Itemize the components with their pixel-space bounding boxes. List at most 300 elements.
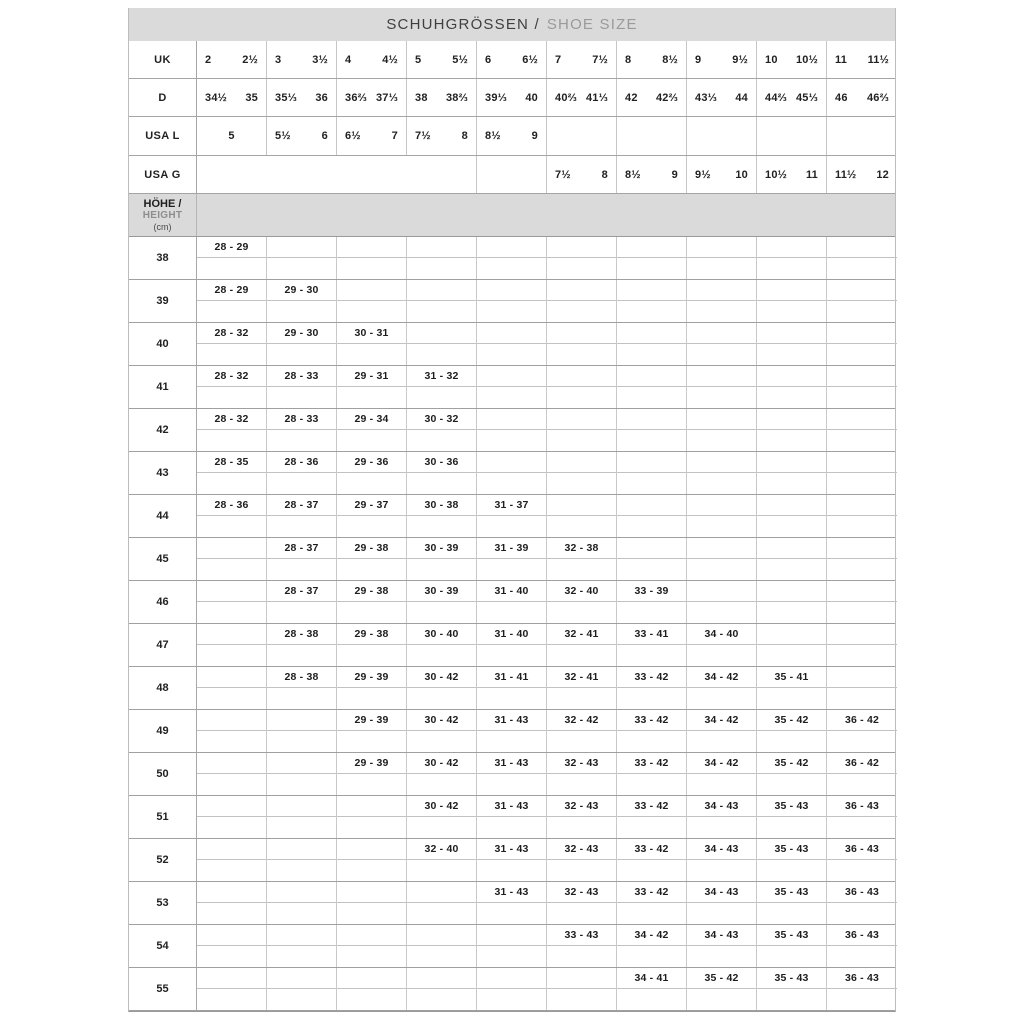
size-range-value: 32 - 43 [564, 800, 599, 812]
size-range-cell-top [197, 581, 266, 602]
size-range-cell [267, 237, 337, 279]
size-range-cell [617, 280, 687, 322]
size-range-value: 36 - 43 [844, 886, 880, 898]
size-range-cell-bottom [547, 473, 616, 494]
size-range-cell-bottom [547, 860, 616, 881]
height-cell [129, 581, 197, 623]
size-range-cell-bottom [617, 731, 686, 752]
uk-size-pair-left: 8 [625, 53, 632, 66]
size-range-cell-bottom [757, 989, 826, 1010]
height-cell [129, 796, 197, 838]
size-range-cell-top [757, 581, 826, 602]
size-range-value: 30 - 32 [424, 413, 459, 425]
size-range-cell [267, 968, 337, 1010]
size-range-cell-top [617, 581, 686, 602]
usa-l-size-cell [617, 117, 687, 155]
size-range-cell-bottom [197, 989, 266, 1010]
size-range-cell-bottom [197, 430, 266, 451]
size-range-cell [407, 882, 477, 924]
size-range-cell-top [757, 409, 826, 430]
size-range-cell [757, 624, 827, 666]
size-range-cell [617, 839, 687, 881]
size-range-cell [617, 452, 687, 494]
size-range-value: 33 - 42 [634, 714, 669, 726]
size-range-cell-top [547, 925, 616, 946]
size-range-value: 35 - 43 [774, 843, 809, 855]
size-range-cell [477, 366, 547, 408]
size-range-cell-top [197, 925, 266, 946]
size-range-cell-bottom [827, 430, 897, 451]
usa-l-size-cell [267, 117, 337, 155]
size-range-cell-top [267, 968, 336, 989]
size-range-cell-bottom [687, 860, 756, 881]
table-row [129, 237, 895, 280]
german-row-label: D [129, 79, 197, 116]
size-range-cell-bottom [547, 602, 616, 623]
size-range-cell-bottom [267, 731, 336, 752]
size-range-cell-bottom [407, 473, 476, 494]
size-range-cell-bottom [407, 559, 476, 580]
size-range-cell-top [197, 667, 266, 688]
size-range-cell-bottom [267, 645, 336, 666]
table-row [129, 753, 895, 796]
size-range-value: 32 - 43 [564, 886, 599, 898]
size-range-value: 29 - 31 [354, 370, 389, 382]
size-range-cell-top [617, 753, 686, 774]
size-range-cell-bottom [687, 602, 756, 623]
size-range-cell [337, 538, 407, 580]
size-range-cell-top [547, 323, 616, 344]
uk-size-pair [827, 41, 897, 78]
size-range-value: 31 - 32 [424, 370, 459, 382]
size-range-cell-top [827, 796, 897, 817]
uk-size-pair-right: 8½ [662, 53, 678, 66]
size-range-cell-bottom [687, 473, 756, 494]
size-range-cell-bottom [687, 645, 756, 666]
size-range-cell-top [757, 667, 826, 688]
size-range-cell [197, 366, 267, 408]
size-range-cell-bottom [827, 774, 897, 795]
size-range-cell [267, 796, 337, 838]
size-range-cell-bottom [337, 559, 406, 580]
usa-l-size-right: 8 [461, 130, 468, 142]
size-range-value: 33 - 42 [634, 757, 669, 769]
size-range-cell-bottom [757, 688, 826, 709]
size-range-cell [547, 710, 617, 752]
size-range-cell-bottom [407, 817, 476, 838]
size-range-cell-bottom [337, 430, 406, 451]
size-range-cell-bottom [617, 344, 686, 365]
size-range-cell-top [757, 925, 826, 946]
table-row [129, 323, 895, 366]
size-range-cell [477, 581, 547, 623]
size-range-cell-bottom [687, 258, 756, 279]
size-range-cell-top [827, 839, 897, 860]
size-range-value: 30 - 39 [424, 542, 459, 554]
height-value: 38 [156, 252, 169, 264]
size-range-cell-top [687, 925, 756, 946]
size-range-value: 28 - 33 [284, 370, 319, 382]
size-range-cell-bottom [477, 817, 546, 838]
height-cell [129, 452, 197, 494]
size-range-cell-bottom [267, 430, 336, 451]
height-value: 42 [156, 424, 169, 436]
size-range-cell [267, 753, 337, 795]
size-range-cell-top [477, 710, 546, 731]
size-range-cell-bottom [617, 860, 686, 881]
table-row [129, 968, 895, 1011]
size-range-cell [827, 667, 897, 709]
size-range-cell [757, 882, 827, 924]
size-range-cell-top [477, 409, 546, 430]
size-range-value: 36 - 43 [844, 800, 880, 812]
size-range-cell-top [267, 796, 336, 817]
height-value: 39 [156, 295, 169, 307]
size-range-cell [687, 710, 757, 752]
size-range-cell [407, 796, 477, 838]
size-range-cell [827, 280, 897, 322]
size-range-cell-bottom [827, 645, 897, 666]
usa-g-size-pair [687, 156, 757, 193]
size-range-cell-top [197, 237, 266, 258]
german-size-pair-right: 41⅓ [585, 91, 608, 104]
size-range-cell-top [617, 409, 686, 430]
size-range-cell-top [337, 839, 406, 860]
size-range-cell-top [267, 710, 336, 731]
size-range-cell-top [337, 538, 406, 559]
size-range-cell [407, 538, 477, 580]
size-range-value: 31 - 43 [494, 843, 529, 855]
size-range-cell [477, 409, 547, 451]
size-range-cell-top [197, 452, 266, 473]
size-range-cell-bottom [687, 301, 756, 322]
size-range-cell-top [617, 237, 686, 258]
german-size-pair [267, 79, 337, 116]
size-range-cell-bottom [827, 688, 897, 709]
size-range-cell-top [337, 667, 406, 688]
size-range-value: 33 - 41 [634, 628, 669, 640]
size-range-cell-bottom [337, 817, 406, 838]
height-value: 50 [156, 768, 169, 780]
size-range-value: 34 - 43 [704, 929, 739, 941]
size-range-cell-top [547, 968, 616, 989]
size-range-value: 31 - 40 [494, 585, 529, 597]
size-range-cell-bottom [197, 860, 266, 881]
size-range-cell-bottom [407, 344, 476, 365]
size-range-cell [267, 624, 337, 666]
uk-size-values [197, 41, 897, 78]
size-range-cell-bottom [477, 731, 546, 752]
size-range-cell-bottom [757, 344, 826, 365]
size-range-value: 28 - 37 [284, 542, 319, 554]
size-range-cell [827, 882, 897, 924]
size-range-cell [547, 882, 617, 924]
size-range-cell-bottom [827, 946, 897, 967]
size-range-cell-bottom [757, 731, 826, 752]
german-size-pair-right: 46⅔ [866, 91, 889, 104]
size-range-cell-bottom [687, 946, 756, 967]
size-range-cell-top [827, 882, 897, 903]
size-range-cell [757, 538, 827, 580]
size-range-cell-top [827, 667, 897, 688]
size-range-value: 29 - 39 [354, 757, 389, 769]
size-range-cell [267, 495, 337, 537]
size-range-value: 31 - 43 [494, 800, 529, 812]
size-range-cell-top [687, 409, 756, 430]
size-range-value: 31 - 39 [494, 542, 529, 554]
size-range-cell [407, 624, 477, 666]
size-range-value: 32 - 41 [564, 628, 599, 640]
size-range-cell-top [197, 366, 266, 387]
size-range-cell-top [197, 882, 266, 903]
size-range-cell-bottom [477, 602, 546, 623]
size-range-cell [757, 237, 827, 279]
size-range-cell-bottom [757, 559, 826, 580]
size-range-cell [617, 624, 687, 666]
size-range-cell-bottom [407, 602, 476, 623]
height-cell [129, 925, 197, 967]
size-range-cell-top [407, 495, 476, 516]
height-value: 55 [156, 983, 169, 995]
size-range-cell [617, 925, 687, 967]
height-value: 54 [156, 940, 169, 952]
size-range-cell [547, 538, 617, 580]
size-range-value: 34 - 42 [634, 929, 669, 941]
size-range-cell-top [827, 409, 897, 430]
size-range-cell [547, 495, 617, 537]
size-range-cell [757, 839, 827, 881]
size-range-cell-bottom [337, 516, 406, 537]
height-header-label [129, 194, 197, 236]
german-size-pair-left: 39⅓ [485, 91, 508, 104]
usa-g-size-right: 10 [735, 168, 748, 181]
uk-size-pair-right: 2½ [242, 53, 258, 66]
size-range-cell [547, 280, 617, 322]
size-range-cell [337, 753, 407, 795]
size-range-cell [617, 495, 687, 537]
size-range-cell-top [267, 667, 336, 688]
size-range-cell-bottom [407, 688, 476, 709]
german-size-pair-left: 44⅔ [765, 91, 788, 104]
german-size-pair [687, 79, 757, 116]
size-range-value: 34 - 42 [704, 757, 739, 769]
size-range-cell [687, 452, 757, 494]
size-range-cell [477, 495, 547, 537]
size-range-cell-bottom [267, 860, 336, 881]
size-range-cell-top [197, 710, 266, 731]
size-range-cell-top [337, 366, 406, 387]
size-range-cell-bottom [617, 430, 686, 451]
size-range-cell-top [547, 667, 616, 688]
size-range-cell-bottom [617, 645, 686, 666]
size-range-value: 34 - 43 [704, 800, 739, 812]
size-range-cell [337, 409, 407, 451]
size-range-cell [757, 753, 827, 795]
size-range-value: 30 - 42 [424, 757, 459, 769]
uk-size-pair-right: 6½ [522, 53, 538, 66]
size-range-cell [337, 882, 407, 924]
size-range-cell-top [407, 925, 476, 946]
size-range-value: 33 - 42 [634, 671, 669, 683]
size-range-cell-bottom [827, 860, 897, 881]
size-range-cell-top [337, 882, 406, 903]
german-size-pair-right: 36 [315, 91, 328, 104]
size-range-value: 29 - 34 [354, 413, 389, 425]
size-range-cell-top [267, 882, 336, 903]
size-range-cell [827, 323, 897, 365]
size-range-cell [267, 409, 337, 451]
size-range-cell [617, 538, 687, 580]
size-range-cell-top [827, 495, 897, 516]
size-range-cell-top [477, 624, 546, 645]
size-range-cell-bottom [687, 559, 756, 580]
size-range-cell-top [547, 796, 616, 817]
size-range-cell-bottom [477, 688, 546, 709]
size-range-cell-bottom [617, 946, 686, 967]
size-range-cell-bottom [407, 430, 476, 451]
size-range-cell-bottom [267, 688, 336, 709]
size-range-cell-top [547, 882, 616, 903]
usa-l-size-value: 5 [228, 130, 235, 142]
size-range-cell [687, 882, 757, 924]
size-range-cell-bottom [407, 860, 476, 881]
size-range-value: 32 - 43 [564, 757, 599, 769]
size-range-cell [757, 667, 827, 709]
size-range-cell-top [477, 753, 546, 774]
size-range-cell [197, 925, 267, 967]
height-cell [129, 624, 197, 666]
size-range-cell-bottom [757, 774, 826, 795]
size-range-cell [687, 796, 757, 838]
size-range-cell [687, 237, 757, 279]
uk-size-pair-left: 10 [765, 53, 778, 66]
german-size-pair [477, 79, 547, 116]
german-size-pair-left: 40⅔ [555, 91, 578, 104]
size-range-cell-top [547, 839, 616, 860]
uk-size-pair [547, 41, 617, 78]
size-range-value: 34 - 41 [634, 972, 669, 984]
height-cell [129, 538, 197, 580]
height-cell [129, 968, 197, 1010]
size-range-value: 32 - 42 [564, 714, 599, 726]
size-range-value: 35 - 43 [774, 800, 809, 812]
usa-g-size-right: 8 [601, 168, 608, 181]
size-range-cell-top [687, 495, 756, 516]
size-range-cell-top [267, 753, 336, 774]
size-range-cell-bottom [827, 344, 897, 365]
size-range-cell-top [267, 409, 336, 430]
german-size-pair [547, 79, 617, 116]
size-range-cell-bottom [197, 602, 266, 623]
size-range-cell [197, 839, 267, 881]
size-range-cell-top [687, 796, 756, 817]
size-range-cell-top [337, 753, 406, 774]
size-range-cell [197, 968, 267, 1010]
size-range-cell [547, 968, 617, 1010]
size-range-value: 32 - 41 [564, 671, 599, 683]
usa-l-size-cell [827, 117, 897, 155]
uk-size-pair [617, 41, 687, 78]
size-range-cell [337, 796, 407, 838]
size-range-cell-top [267, 925, 336, 946]
size-range-value: 30 - 42 [424, 714, 459, 726]
size-range-cell [687, 839, 757, 881]
usa-l-size-values [197, 117, 897, 155]
size-range-cell [687, 495, 757, 537]
size-range-cell-bottom [687, 989, 756, 1010]
size-range-cell [617, 581, 687, 623]
usa-g-size-values [197, 156, 897, 193]
size-range-cell [407, 280, 477, 322]
size-range-cell-top [687, 323, 756, 344]
size-range-cell-top [687, 710, 756, 731]
size-range-cell-top [827, 280, 897, 301]
size-range-cell-bottom [687, 817, 756, 838]
size-range-cell-bottom [337, 903, 406, 924]
size-range-cell [267, 366, 337, 408]
size-range-value: 33 - 42 [634, 886, 669, 898]
size-range-cell-bottom [687, 688, 756, 709]
uk-size-pair [407, 41, 477, 78]
size-range-value: 32 - 40 [424, 843, 459, 855]
size-range-cell-bottom [267, 774, 336, 795]
size-range-cell-bottom [547, 817, 616, 838]
usa-g-size-right: 9 [671, 168, 678, 181]
size-range-cell [337, 323, 407, 365]
size-range-cell-top [687, 366, 756, 387]
usa-l-row-label: USA L [129, 117, 197, 155]
size-range-cell-top [337, 968, 406, 989]
german-size-pair-left: 34½ [205, 91, 228, 104]
table-row [129, 581, 895, 624]
size-range-cell-bottom [477, 645, 546, 666]
usa-l-size-left: 5½ [275, 130, 291, 142]
table-row [129, 452, 895, 495]
size-range-cell [337, 581, 407, 623]
size-range-cell-bottom [337, 860, 406, 881]
german-size-pair-right: 44 [735, 91, 748, 104]
size-range-cell-top [827, 452, 897, 473]
uk-size-pair-right: 11½ [867, 53, 889, 66]
size-range-cell-bottom [827, 387, 897, 408]
size-range-cell-top [407, 581, 476, 602]
size-range-cell [477, 968, 547, 1010]
size-range-cell [197, 409, 267, 451]
size-range-cell-top [477, 237, 546, 258]
size-range-cell-top [547, 710, 616, 731]
size-range-cell [197, 667, 267, 709]
size-range-cell-bottom [477, 559, 546, 580]
table-row [129, 624, 895, 667]
size-range-cell-bottom [407, 946, 476, 967]
size-range-cell-bottom [617, 473, 686, 494]
height-value: 49 [156, 725, 169, 737]
size-range-cell-bottom [337, 258, 406, 279]
german-size-pair [407, 79, 477, 116]
size-range-cell-bottom [477, 258, 546, 279]
size-range-cell [197, 624, 267, 666]
german-size-pair-left: 42 [625, 91, 638, 104]
uk-size-pair [267, 41, 337, 78]
size-range-cell [687, 366, 757, 408]
size-range-cell [547, 323, 617, 365]
size-range-cell-top [337, 237, 406, 258]
size-range-cell-top [197, 323, 266, 344]
size-range-cell [197, 495, 267, 537]
size-range-cell-top [337, 280, 406, 301]
usa-g-size-pair [617, 156, 687, 193]
table-row [129, 495, 895, 538]
